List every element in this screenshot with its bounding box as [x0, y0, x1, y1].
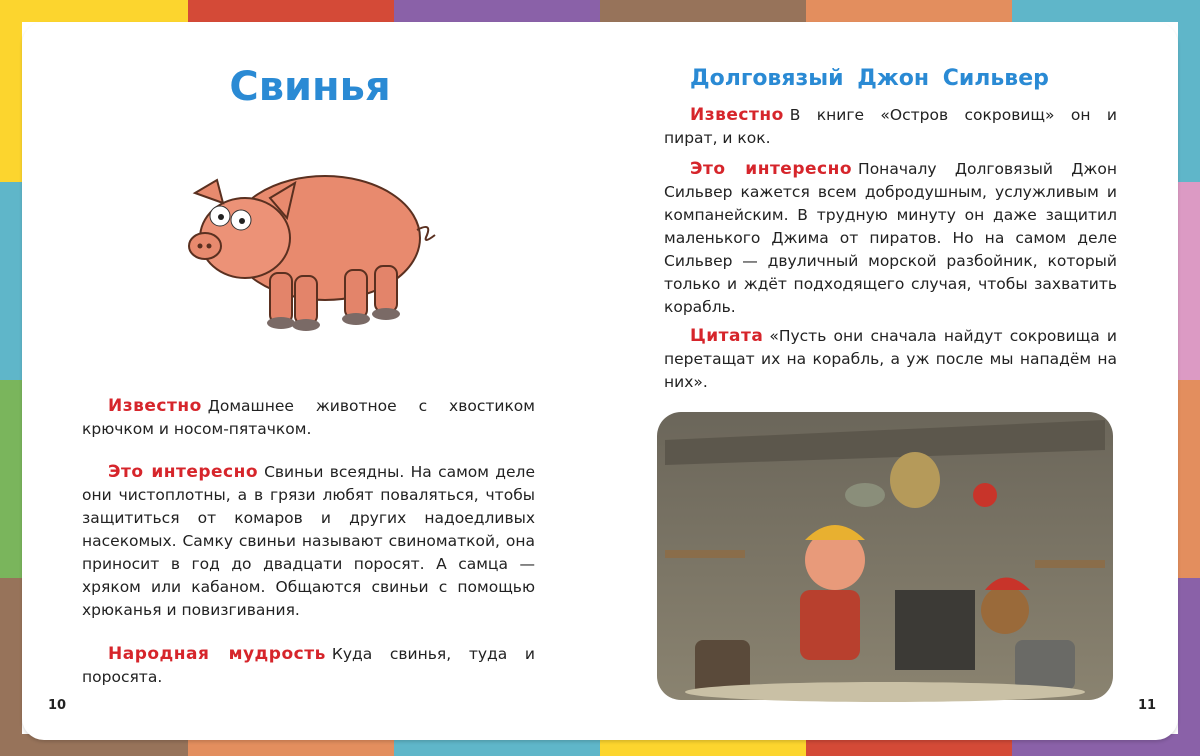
keyword-label: Известно [690, 105, 784, 125]
left-page-title: Свинья [229, 64, 391, 110]
right-section-interesting: Это интересно Поначалу Долговязый Джон Сильвер кажется всем добродушным, услужливым и компанейским. В трудную минуту он даже защитил маленького Джима от пиратов. Но на самом деле Сильвер — двуличный морской разбойник, который только и ждёт подходящего случая, чтобы захватить корабль. [664, 159, 1117, 316]
border-left-brown [0, 578, 22, 756]
left-section-interesting: Это интересно Свиньи всеядны. На самом деле они чистоплотны, а в грязи любят поваляться, чтобы защититься от комаров и других надоедливых насекомых. Самку свиньи называют свиноматкой, она приносит в год до двадцати поросят. А самца — хряком или кабаном. Общаются свиньи с помощью хрюканья и повизгивания. [82, 462, 535, 619]
border-top-teal [1012, 0, 1200, 22]
right-page-title: Долговязый Джон Сильвер [690, 66, 1049, 91]
border-top-red [188, 0, 394, 22]
page-number-left: 10 [48, 698, 67, 713]
right-section-known: Известно В книге «Остров сокровищ» он и пират, и кок. [664, 105, 1117, 147]
right-section-quote: Цитата «Пусть они сначала найдут сокровища и перетащат их на корабль, а уж после мы нападём на них». [664, 326, 1117, 391]
keyword-label: Известно [108, 396, 202, 416]
page-number-right: 11 [1138, 698, 1157, 713]
left-section-wisdom: Народная мудрость Куда свинья, туда и поросята. [82, 644, 536, 686]
border-top-yellow [0, 0, 188, 22]
keyword-label: Это интересно [690, 159, 853, 179]
keyword-label: Цитата [690, 326, 764, 346]
border-right-orange [1178, 380, 1200, 578]
border-right-purple [1178, 578, 1200, 756]
border-right-pink [1178, 182, 1200, 380]
pig-illustration [175, 158, 450, 338]
border-top-orange [806, 0, 1012, 22]
keyword-label: Это интересно [108, 462, 259, 482]
border-top-brown [600, 0, 806, 22]
ship-galley-illustration [655, 410, 1115, 705]
left-section-known: Известно Домашнее животное с хвостиком крючком и носом-пятачком. [82, 396, 535, 438]
keyword-label: Народная мудрость [108, 644, 326, 664]
border-left-teal [0, 182, 22, 380]
border-right-teal [1178, 0, 1200, 182]
border-top-purple [394, 0, 600, 22]
border-left-green [0, 380, 22, 578]
